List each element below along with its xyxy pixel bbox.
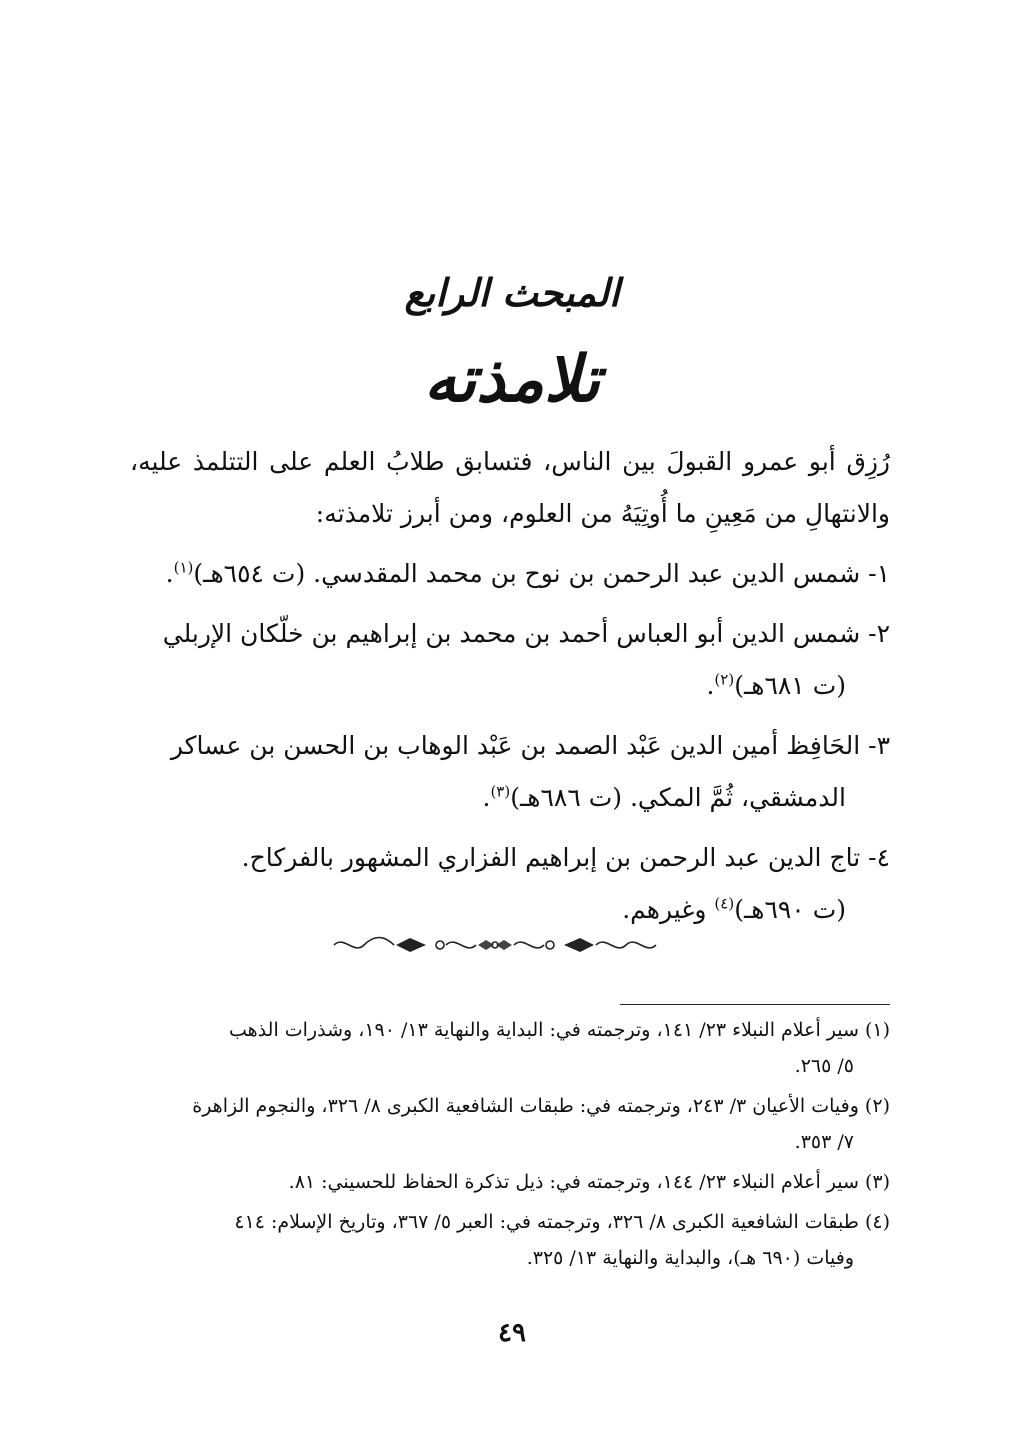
student-3-line-1: ٣- الحَافِظ أمين الدين عَبْد الصمد بن عَبْد الوهاب بن الحسن بن عساكر bbox=[170, 731, 890, 760]
footnote-ref-3[interactable]: (٣) bbox=[490, 782, 511, 801]
footnote-2-line-1: (٢) وفيات الأعيان ٣/ ٢٤٣، وترجمته في: طبقات الشافعية الكبرى ٨/ ٣٢٦، والنجوم الزاهرة bbox=[192, 1095, 890, 1117]
footnote-ref-2[interactable]: (٢) bbox=[714, 670, 735, 689]
footnote-1 bbox=[90, 1012, 890, 1084]
intro-line-2: والانتهالِ من مَعِينِ ما أُوتِيَهُ من العلوم، ومن أبرز تلامذته: bbox=[315, 499, 890, 528]
page-title: تلامذته bbox=[424, 342, 600, 417]
student-1-line-1: ١- شمس الدين عبد الرحمن بن نوح بن محمد المقدسي. (ت ٦٥٤هـ) bbox=[193, 559, 890, 588]
footnote-3-line-1: (٣) سير أعلام النبلاء ٢٣/ ١٤٤، وترجمته في: ذيل تذكرة الحفاظ للحسيني: ٨١. bbox=[288, 1171, 890, 1193]
list-item bbox=[130, 548, 890, 600]
footnotes bbox=[90, 1012, 890, 1280]
intro-paragraph bbox=[130, 436, 890, 540]
footnote-4-line-1: (٤) طبقات الشافعية الكبرى ٨/ ٣٢٦، وترجمته في: العبر ٥/ ٣٦٧، وتاريخ الإسلام: ٤١٤ bbox=[234, 1211, 890, 1233]
page-number: ٤٩ bbox=[498, 1318, 526, 1348]
students-list bbox=[130, 548, 890, 944]
footnote-3 bbox=[90, 1164, 890, 1200]
intro-line-1: رُزِق أبو عمرو القبولَ بين الناس، فتسابق طلابُ العلم على التتلمذ عليه، bbox=[130, 447, 890, 476]
student-4-line-2-end: وغيرهم. bbox=[622, 895, 715, 924]
list-item bbox=[130, 832, 890, 936]
footnote-separator bbox=[620, 1004, 890, 1005]
student-2-line-2: (ت ٦٨١هـ) bbox=[734, 671, 846, 700]
ornament-divider-icon bbox=[330, 930, 660, 960]
student-2-line-2-end: . bbox=[706, 671, 715, 700]
student-3-line-2: الدمشقي، ثُمَّ المكي. (ت ٦٨٦هـ) bbox=[510, 783, 846, 812]
footnote-ref-4[interactable]: (٤) bbox=[714, 894, 735, 913]
footnote-1-line-1: (١) سير أعلام النبلاء ٢٣/ ١٤١، وترجمته في: البداية والنهاية ١٣/ ١٩٠، وشذرات الذهب bbox=[229, 1019, 890, 1041]
student-2-line-2-wrap bbox=[130, 660, 890, 712]
student-4-line-1: ٤- تاج الدين عبد الرحمن بن إبراهيم الفزاري المشهور بالفركاح. bbox=[241, 843, 890, 872]
footnote-2-line-2: ٧/ ٣٥٣. bbox=[794, 1131, 854, 1153]
student-1-line-1-end: . bbox=[165, 559, 174, 588]
student-2-line-1: ٢- شمس الدين أبو العباس أحمد بن محمد بن إبراهيم بن خلّكان الإربلي bbox=[162, 619, 890, 648]
footnote-4-line-2: وفيات (٦٩٠ هـ)، والبداية والنهاية ١٣/ ٣٢٥. bbox=[526, 1247, 854, 1269]
list-item bbox=[130, 720, 890, 824]
list-item bbox=[130, 608, 890, 712]
footnote-ref-1[interactable]: (١) bbox=[173, 558, 194, 577]
footnote-4 bbox=[90, 1204, 890, 1276]
student-3-line-2-wrap bbox=[130, 772, 890, 824]
section-label: المبحث الرابع bbox=[404, 270, 620, 315]
footnote-1-line-2: ٥/ ٢٦٥. bbox=[794, 1055, 854, 1077]
student-3-line-2-end: . bbox=[482, 783, 491, 812]
student-4-line-2-wrap bbox=[130, 884, 890, 936]
footnote-2 bbox=[90, 1088, 890, 1160]
student-4-line-2: (ت ٦٩٠هـ) bbox=[734, 895, 846, 924]
